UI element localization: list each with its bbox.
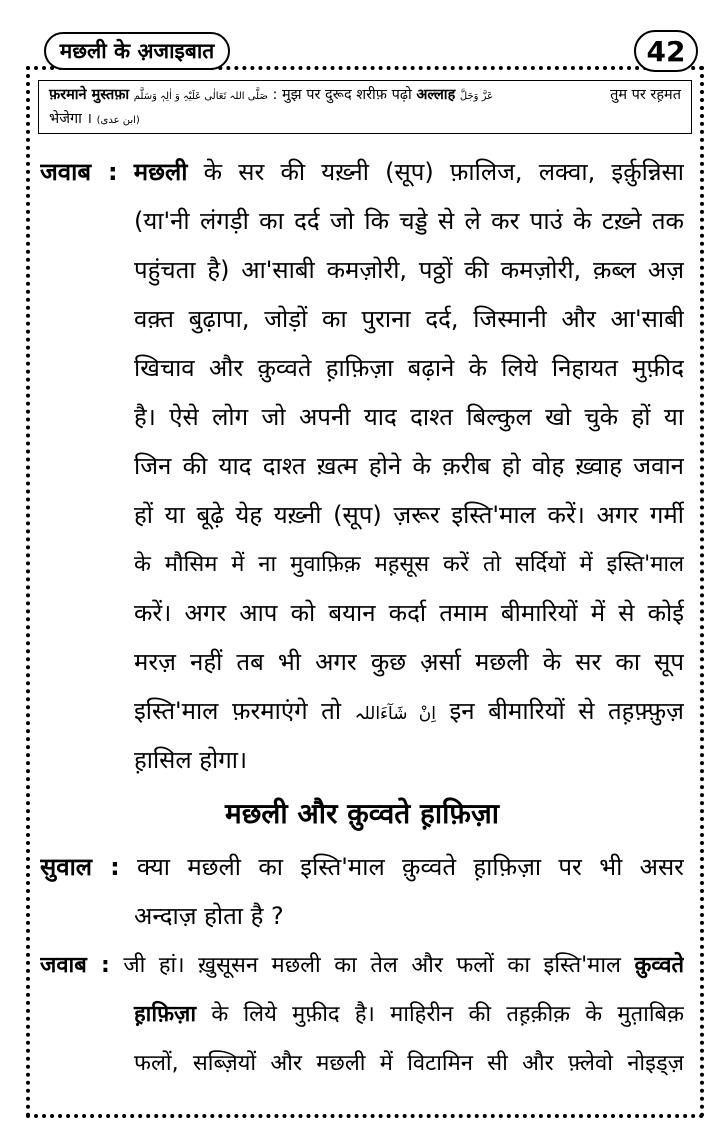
answer-1-line-6: है। ऐसे लोग जो अपनी याद दाश्त बिल्कुल खो चुके हों या <box>134 403 684 431</box>
book-title: मछली के अ़जाइबात <box>44 32 230 70</box>
answer-1-line-8: हों या बूढ़े येह यख़्नी (सूप) ज़रूर इस्ति'माल करें। अगर गर्मी <box>134 501 684 529</box>
answer-1-line-2: (या'नी लंगड़ी का दर्द जो कि चड्डे से ले कर पाउं के टख़्ने तक <box>134 207 684 235</box>
question-line-1 <box>40 843 684 892</box>
hadith-line-1 <box>49 84 681 108</box>
answer-1-line-7: जिन की याद दाश्त ख़त्म होने के क़रीब हो वोह ख़्वाह जवान <box>134 452 684 480</box>
answer-1-line-12-b: इन बीमारियों से तह़फ़्फ़ुज़ <box>449 697 684 725</box>
hadith-line2-text: भेजेगा । <box>49 111 92 127</box>
hadith-line-2 <box>49 108 681 132</box>
answer-1-line-1 <box>40 148 684 197</box>
answer-1-line-12-a: इस्ति'माल फ़रमाएंगे तो <box>134 697 342 725</box>
hadith-line-1-left <box>49 84 493 108</box>
answer-2-line-1-rest: जी हां। ख़ुसूसन मछली का तेल और फलों का इस्ति'माल <box>123 953 621 978</box>
answer-1-line-1-rest: के सर की यख़्नी (सूप) फ़ालिज, लक्वा, इर्क़ुन्निसा <box>203 158 684 186</box>
answer-1-line-13: ह़ासिल होगा। <box>134 746 248 774</box>
hadith-box <box>38 80 692 134</box>
answer-1-line-4: वक़्त बुढ़ापा, जोड़ों का पुराना दर्द, जिस्मानी और आ'साबी <box>134 305 684 333</box>
section-heading: मछली और क़ुव्वते ह़ाफ़िज़ा <box>225 797 499 830</box>
answer-2-line-2-bold: ह़ाफ़िज़ा <box>134 1002 197 1027</box>
answer-1-line-5: खिचाव और क़ुव्वते ह़ाफ़िज़ा बढ़ाने के लिये निहायत मुफ़ीद <box>134 354 684 382</box>
answer-1-line-9: के मौसिम में ना मुवाफ़िक़ मह़सूस करें तो सर्दियों में इस्ति'माल <box>134 552 684 577</box>
hadith-text-a: : मुझ पर दुरूद शरीफ़ पढ़ो <box>272 87 412 103</box>
question-line-1-text: क्या मछली का इस्ति'माल क़ुव्वते ह़ाफ़िज़ा पर भी असर <box>137 853 684 881</box>
page-body <box>40 148 684 1088</box>
hadith-lead: फ़रमाने मुस्तफ़ा <box>49 87 130 103</box>
answer-2-line-3: फलों, सब्ज़ियों और मछली में विटामिन सी और फ़्लेवो नोइड्ज़ <box>134 1051 684 1076</box>
answer-2-label: जवाब : <box>40 953 110 978</box>
hadith-allah: अल्लाह <box>416 87 456 103</box>
hadith-salutation: صَلَّی اللہ تَعَالٰی عَلَیْہِ وَ اٰلِہٖ وَسَلَّم <box>133 91 268 102</box>
answer-1-line-12 <box>40 687 684 736</box>
hadith-text-b: तुम पर रह़मत <box>610 87 681 103</box>
page-number: 42 <box>634 30 698 72</box>
question-line-2: अन्दाज़ होता है ? <box>134 902 284 930</box>
insha-allah-phrase: اِنْ شَآءَاللہ <box>354 704 436 724</box>
answer-2-bold-word: क़ुव्वते <box>634 953 684 978</box>
answer-2-line-2-rest: के लिये मुफ़ीद है। माहिरीन की तह़क़ीक़ के मुत़ाबिक़ <box>211 1002 684 1027</box>
answer-1-line-11: मरज़ नहीं तब भी अगर कुछ अ़र्सा मछली के सर का सूप <box>134 648 684 676</box>
answer-1-line-10: करें। अगर आप को बयान कर्दा तमाम बीमारियों में से कोई <box>134 599 684 627</box>
answer-2-line-2 <box>40 990 684 1039</box>
hadith-azza-wa-jalla: عَزَّ وَجَلَّ <box>459 91 494 102</box>
question-label: सुवाल : <box>40 853 120 881</box>
answer-label: जवाब : <box>40 158 118 186</box>
answer-1-bold-word: मछली <box>133 158 188 186</box>
hadith-source: (ابن عدی) <box>96 115 140 126</box>
answer-1-line-3: पहुंचता है) आ'साबी कमज़ोरी, पठ्ठों की कमज़ोरी, क़ब्ल अज़ <box>134 256 684 284</box>
answer-2-line-1 <box>40 941 684 990</box>
